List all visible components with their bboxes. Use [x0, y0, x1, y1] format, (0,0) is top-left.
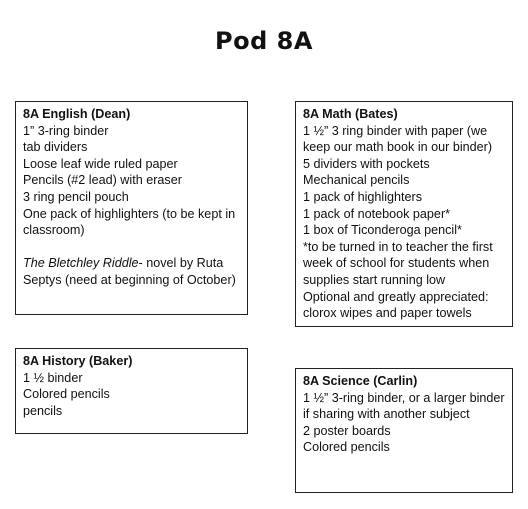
- english-heading: 8A English (Dean): [23, 107, 131, 121]
- history-item: 1 ½ binder: [23, 370, 83, 385]
- english-item: One pack of highlighters (to be kept in classroom): [23, 206, 236, 238]
- english-item: 3 ring pencil pouch: [23, 189, 129, 204]
- page-title: Pod 8A: [215, 27, 313, 55]
- english-item: 1” 3-ring binder: [23, 123, 109, 138]
- english-item: Pencils (#2 lead) with eraser: [23, 173, 182, 188]
- math-item: 1 pack of notebook paper*: [303, 206, 451, 221]
- novel-title: The Bletchley Riddle: [23, 256, 139, 271]
- math-item: Optional and greatly appreciated: clorox wipes and paper towels: [303, 289, 489, 321]
- science-item: 2 poster boards: [303, 423, 391, 438]
- english-supply-box: [15, 101, 248, 315]
- math-item: Mechanical pencils: [303, 173, 410, 188]
- math-item: 5 dividers with pockets: [303, 156, 430, 171]
- history-item: Colored pencils: [23, 387, 110, 402]
- math-item: 1 pack of highlighters: [303, 189, 423, 204]
- english-item: tab dividers: [23, 140, 88, 155]
- history-heading: 8A History (Baker): [23, 354, 133, 368]
- math-item: *to be turned in to teacher the first week of school for students when supplies start running low: [303, 239, 493, 287]
- science-heading: 8A Science (Carlin): [303, 374, 418, 388]
- spacer: [23, 239, 240, 256]
- history-item: pencils: [23, 403, 63, 418]
- science-item: 1 ½” 3-ring binder, or a larger binder if sharing with another subject: [303, 390, 505, 422]
- english-item: Loose leaf wide ruled paper: [23, 156, 178, 171]
- history-supply-box: [15, 348, 248, 434]
- english-novel-item: [23, 255, 240, 288]
- math-heading: 8A Math (Bates): [303, 107, 398, 121]
- math-supply-box: [295, 101, 513, 327]
- math-item: 1 box of Ticonderoga pencil*: [303, 223, 462, 238]
- math-item: 1 ½” 3 ring binder with paper (we keep our math book in our binder): [303, 123, 493, 155]
- novel-description: - novel by Ruta Septys (need at beginning of October): [23, 256, 236, 287]
- science-supply-box: [295, 368, 513, 493]
- science-item: Colored pencils: [303, 440, 390, 455]
